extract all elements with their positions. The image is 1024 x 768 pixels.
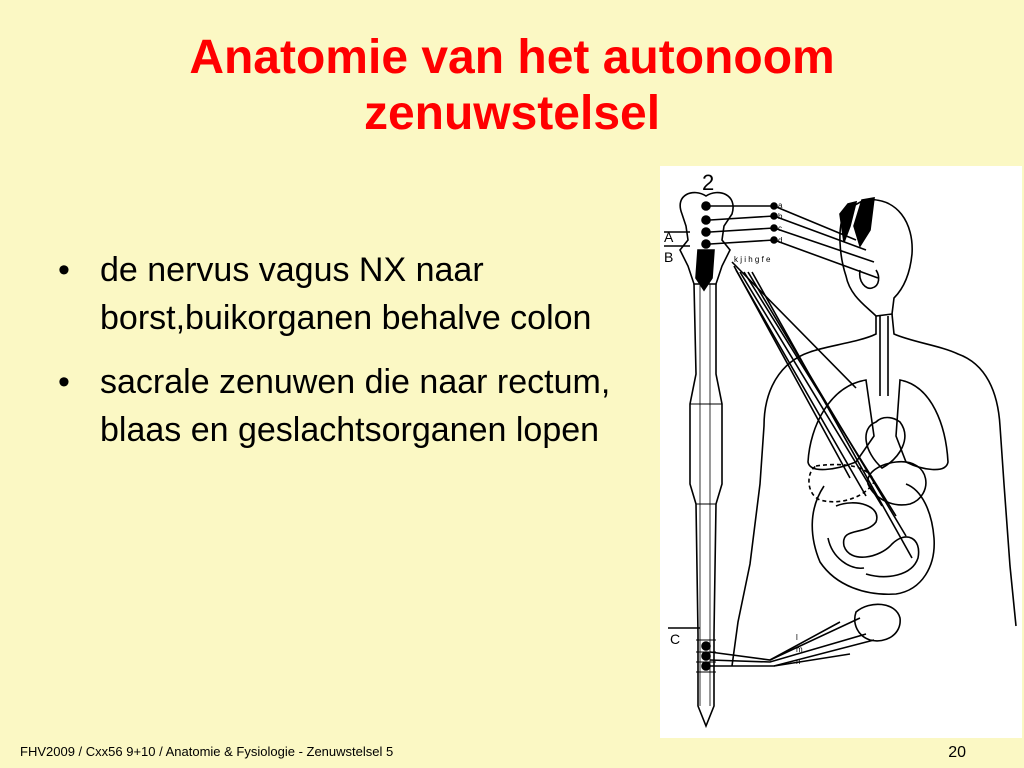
footer-text: FHV2009 / Cxx56 9+10 / Anatomie & Fysiologie - Zenuwstelsel 5 bbox=[20, 744, 394, 759]
bullet-item bbox=[58, 246, 638, 342]
bullet-text: de nervus vagus NX naar borst,buikorganen behalve colon bbox=[100, 251, 592, 337]
bullet-marker: • bbox=[58, 363, 70, 401]
sacral-label-m: m bbox=[796, 645, 803, 654]
bullet-item bbox=[58, 358, 638, 454]
head-label-b: b bbox=[778, 212, 783, 221]
bullet-marker: • bbox=[58, 251, 70, 289]
bullet-list bbox=[58, 246, 638, 470]
head-label-a: a bbox=[778, 201, 783, 210]
sacral-label-n: n bbox=[796, 657, 801, 666]
head-label-c: c bbox=[778, 224, 782, 233]
sacral-label-l: l bbox=[796, 633, 798, 642]
slide-title: Anatomie van het autonoom zenuwstelsel bbox=[189, 31, 835, 140]
region-label-b: B bbox=[664, 249, 674, 265]
page-number: 20 bbox=[948, 744, 966, 761]
anatomy-diagram bbox=[660, 166, 1022, 738]
anatomy-illustration bbox=[660, 166, 1022, 738]
head-label-d: d bbox=[778, 236, 783, 245]
region-label-c: C bbox=[670, 631, 681, 647]
figure-number: 2 bbox=[702, 170, 715, 195]
bullet-text: sacrale zenuwen die naar rectum, blaas en geslachtsorganen lopen bbox=[100, 363, 611, 449]
fiber-labels: k j i h g f e bbox=[734, 255, 771, 264]
region-label-a: A bbox=[664, 229, 674, 245]
